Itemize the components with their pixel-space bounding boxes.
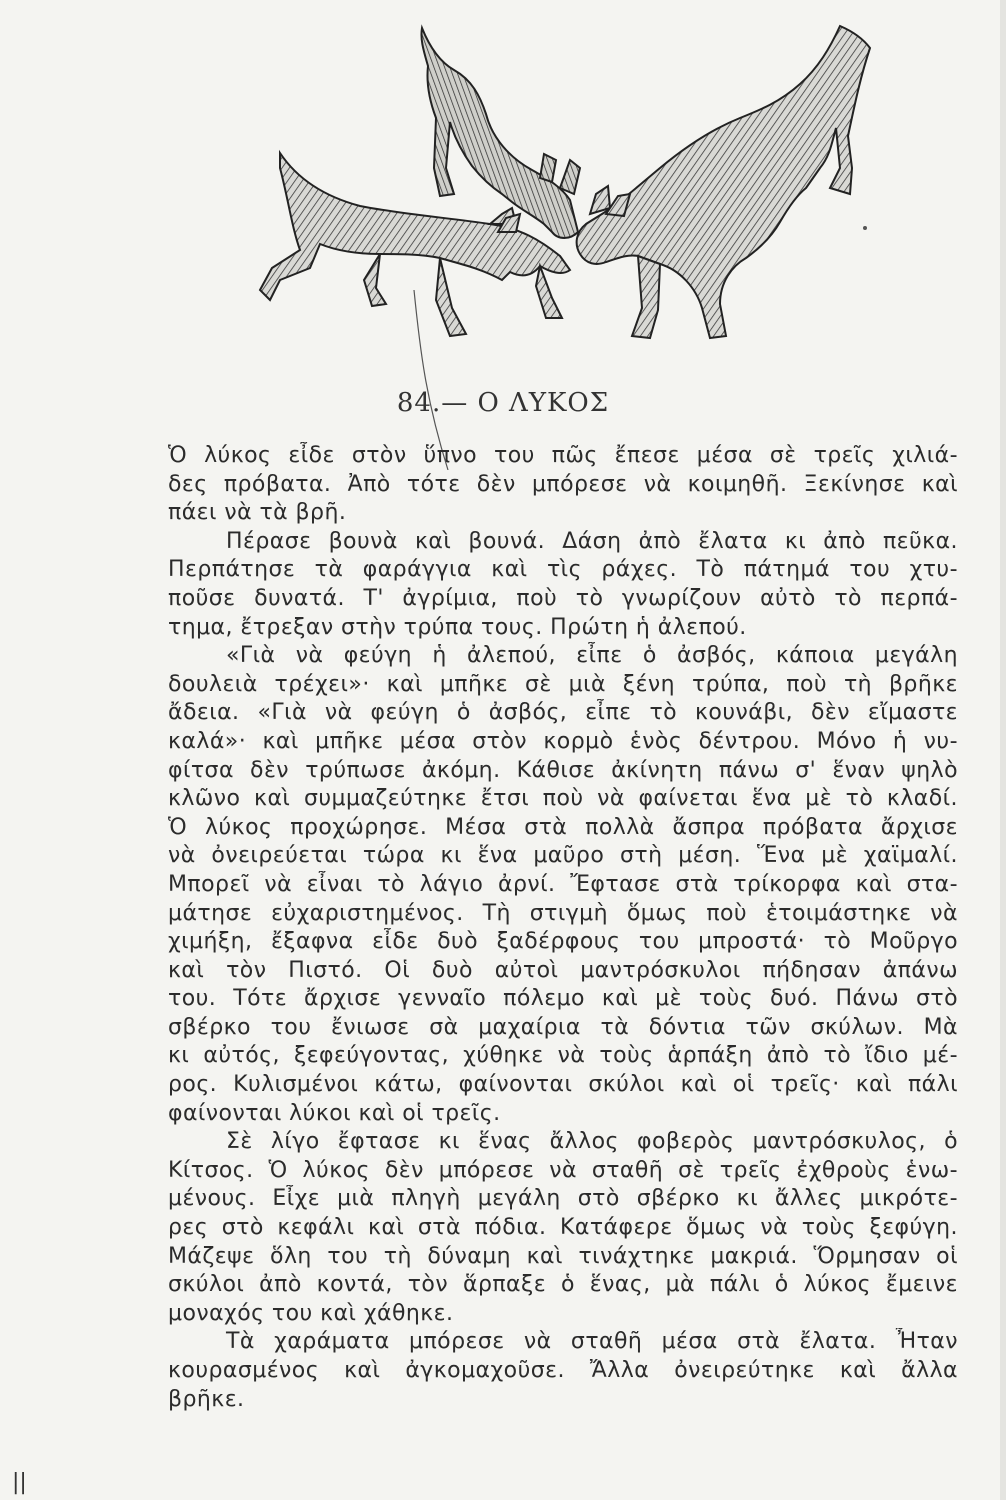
text-line: καὶ τὸν Πιστό. Οἱ δυὸ αὐτοὶ μαντρόσκυλοι πήδησαν ἀπάνω — [168, 957, 958, 983]
text-line: ρος. Κυλισμένοι κάτω, φαίνονται σκύλοι καὶ οἱ τρεῖς· καὶ πάλι — [168, 1072, 958, 1098]
three-wolves-illustration — [240, 18, 880, 363]
text-line: κουρασμένος καὶ ἀγκομαχοῦσε. Ἄλλα ὀνειρεύτηκε καὶ ἄλλα — [168, 1358, 958, 1383]
text-line: ποῦσε δυνατά. Τ' ἀγρίμια, ποὺ τὸ γνωρίζουν αὐτὸ τὸ περπά- — [168, 585, 958, 611]
text-line: νὰ ὀνειρεύεται τώρα κι ἕνα μαῦρο στὴ μέση. Ἕνα μὲ χαϊμαλί. — [168, 843, 958, 869]
page-edge — [1000, 0, 1006, 1500]
text-line: Τὰ χαράματα μπόρεσε νὰ σταθῆ μέσα στὰ ἔλατα. Ἦταν — [226, 1329, 958, 1355]
story-text — [168, 442, 958, 1414]
paragraph — [168, 1128, 958, 1328]
chapter-title: 84.— Ο ΛΥΚΟΣ — [396, 388, 610, 418]
text-line: μένους. Εἶχε μιὰ πληγὴ μεγάλη στὸ σβέρκο κι ἄλλες μικρότε- — [168, 1186, 958, 1212]
text-line: Περπάτησε τὰ φαράγγια καὶ τὶς ράχες. Τὸ πάτημά του χτυ- — [168, 557, 958, 583]
text-line: μάτησε εὐχαριστημένος. Τὴ στιγμὴ ὅμως ποὺ ἑτοιμάστηκε νὰ — [168, 900, 958, 926]
text-line: πάει νὰ τὰ βρῆ. — [168, 500, 347, 526]
margin-mark: || — [12, 1470, 27, 1495]
text-line: βρῆκε. — [168, 1386, 245, 1412]
text-line: σβέρκο του ἔνιωσε σὰ μαχαίρια τὰ δόντια τῶν σκύλων. Μὰ — [168, 1014, 958, 1040]
text-line: χιμήξη, ἔξαφνα εἶδε δυὸ ξαδέρφους του μπροστά· τὸ Μοῦργο — [168, 929, 958, 955]
text-line: σκύλοι ἀπὸ κοντά, τὸν ἅρπαξε ὁ ἕνας, μὰ πάλι ὁ λύκος ἔμεινε — [168, 1272, 958, 1298]
text-line: Μπορεῖ νὰ εἶναι τὸ λάγιο ἀρνί. Ἔφτασε στὰ τρίκορφα καὶ στα- — [168, 871, 958, 897]
text-line: Πέρασε βουνὰ καὶ βουνά. Δάση ἀπὸ ἔλατα κι ἀπὸ πεῦκα. — [226, 528, 958, 554]
right-wolf — [577, 26, 870, 338]
text-line: του. Τότε ἄρχισε γενναῖο πόλεμο καὶ μὲ τοὺς δυό. Πάνω στὸ — [168, 986, 958, 1012]
text-line: φίτσα δὲν τρύπωσε ἀκόμη. Κάθισε ἀκίνητη πάνω σ' ἕναν ψηλὸ — [168, 757, 958, 783]
text-line: «Γιὰ νὰ φεύγη ἡ ἀλεπού, εἶπε ὁ ἀσβός, κάποια μεγάλη — [226, 643, 958, 669]
text-line: δουλειὰ τρέχει»· καὶ μπῆκε σὲ μιὰ ξένη τρύπα, ποὺ τὴ βρῆκε — [168, 671, 958, 697]
text-line: Κίτσος. Ὁ λύκος δὲν μπόρεσε νὰ σταθῆ σὲ τρεῖς ἐχθροὺς ἑνω- — [168, 1157, 958, 1183]
text-line: δες πρόβατα. Ἀπὸ τότε δὲν μπόρεσε νὰ κοιμηθῆ. Ξεκίνησε καὶ — [168, 471, 958, 497]
text-line: τημα, ἔτρεξαν στὴν τρύπα τους. Πρώτη ἡ ἀλεπού. — [168, 614, 747, 640]
text-line: Ὁ λύκος εἶδε στὸν ὕπνο του πῶς ἔπεσε μέσα σὲ τρεῖς χιλιά- — [168, 443, 958, 468]
text-line: φαίνονται λύκοι καὶ οἱ τρεῖς. — [168, 1100, 501, 1126]
text-line: κι αὐτός, ξεφεύγοντας, χύθηκε νὰ τοὺς ἁρπάξη ἀπὸ τὸ ἴδιο μέ- — [168, 1043, 958, 1069]
paragraph — [168, 642, 958, 1128]
text-line: ἄδεια. «Γιὰ νὰ φεύγη ὁ ἀσβός, εἶπε τὸ κουνάβι, δὲν εἴμαστε — [168, 700, 958, 726]
text-line: Σὲ λίγο ἔφτασε κι ἕνας ἄλλος φοβερὸς μαντρόσκυλος, ὁ — [226, 1129, 958, 1155]
text-line: ρες στὸ κεφάλι καὶ στὰ πόδια. Κατάφερε ὅμως νὰ τοὺς ξεφύγη. — [168, 1215, 958, 1241]
paragraph — [168, 1328, 958, 1414]
text-line: Ὁ λύκος προχώρησε. Μέσα στὰ πολλὰ ἄσπρα πρόβατα ἄρχισε — [168, 814, 958, 840]
text-line: μοναχός του καὶ χάθηκε. — [168, 1300, 454, 1326]
paragraph — [168, 442, 958, 528]
paragraph — [168, 528, 958, 642]
text-line: κλῶνο καὶ συμμαζεύτηκε ἔτσι ποὺ νὰ φαίνεται ἕνα μὲ τὸ κλαδί. — [168, 786, 958, 812]
middle-wolf — [421, 28, 580, 238]
text-line: Μάζεψε ὅλη του τὴ δύναμη καὶ τινάχτηκε μακριά. Ὅρμησαν οἱ — [168, 1243, 958, 1269]
text-line: καλά»· καὶ μπῆκε μέσα στὸν κορμὸ ἑνὸς δέντρου. Μόνο ἡ νυ- — [168, 728, 958, 754]
